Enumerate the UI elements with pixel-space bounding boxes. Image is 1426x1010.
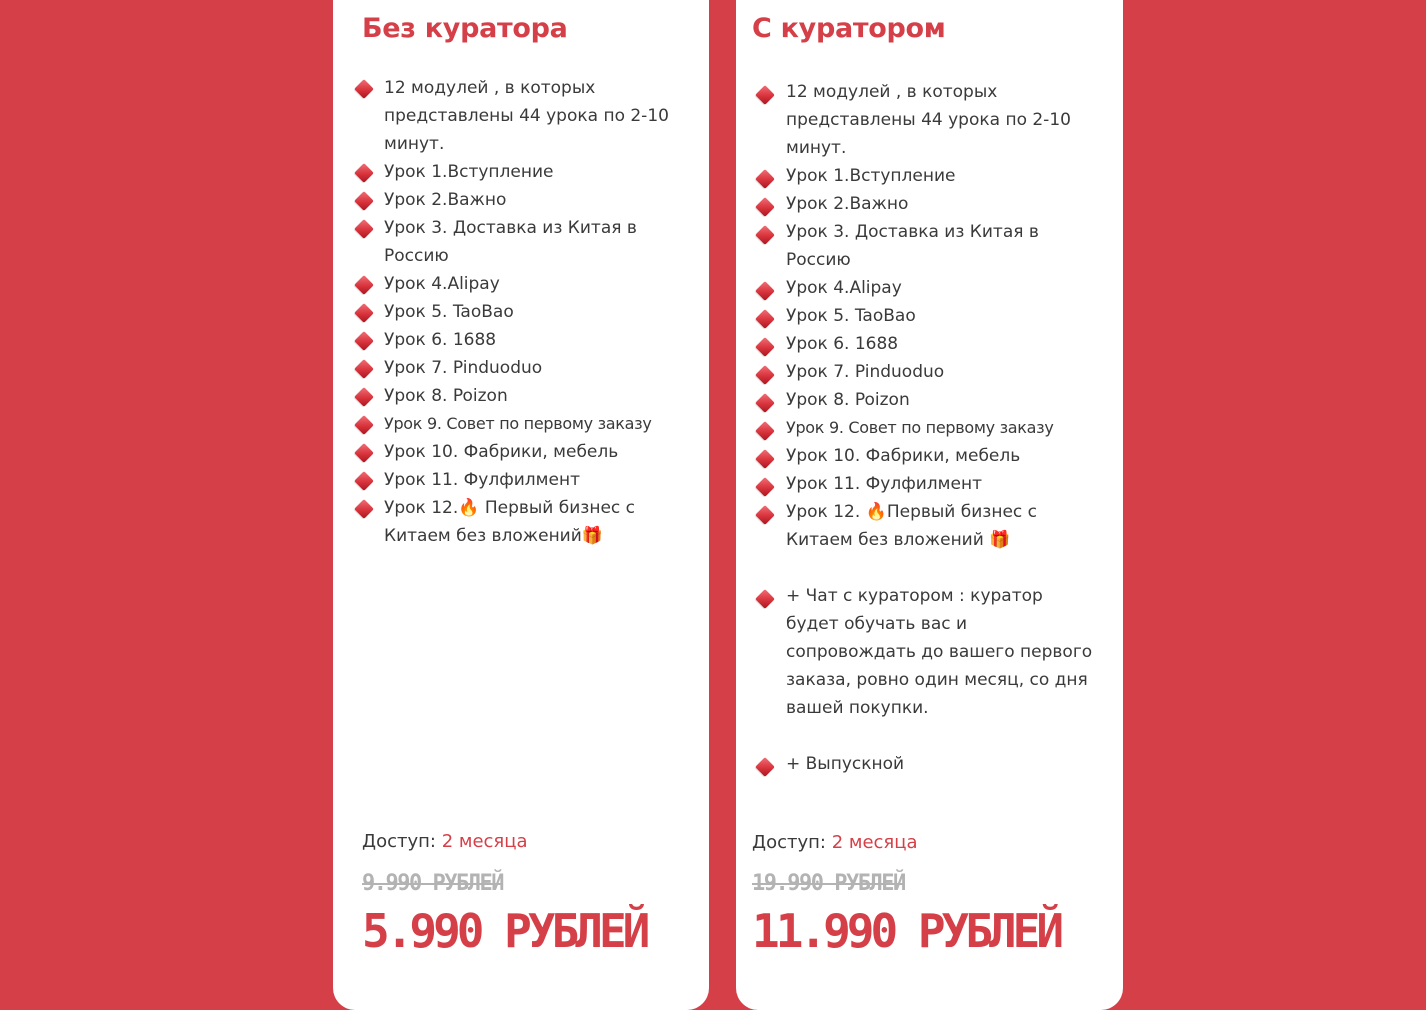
red-diamond-icon [354,79,374,99]
red-diamond-icon [755,281,775,301]
list-item: Урок 3. Доставка из Китая в Россию [736,218,1061,274]
access-value: 2 месяца [831,832,918,853]
red-diamond-icon [755,85,775,105]
list-item: Урок 2.Важно [333,186,680,214]
list-item: Урок 1.Вступление [333,158,680,186]
lesson-list [736,78,1104,778]
red-diamond-icon [354,163,374,183]
red-diamond-icon [354,499,374,519]
access-label: Доступ: [362,831,436,852]
list-item: Урок 8. Poizon [736,386,1082,414]
red-diamond-icon [354,219,374,239]
plan-card-with-curator [736,0,1123,1010]
new-price: 5.990 РУБЛЕЙ [362,904,647,958]
list-item: Урок 9. Совет по первому заказу [333,410,702,438]
plan-title: С куратором [752,13,946,44]
list-item: Урок 12.🔥 Первый бизнес с Китаем без вложений🎁 [333,494,646,550]
list-item: Урок 2.Важно [736,190,1082,218]
red-diamond-icon [755,449,775,469]
list-item: + Чат с куратором : куратор будет обучать вас и сопровождать до вашего первого заказа, ровно один месяц, со дня вашей покупки. [736,582,1096,722]
list-item: Урок 12. 🔥Первый бизнес с Китаем без вложений 🎁 [736,498,1061,554]
list-item: 12 модулей , в которых представлены 44 урока по 2-10 минут. [736,78,1082,162]
red-diamond-icon [354,191,374,211]
old-price: 19.990 РУБЛЕЙ [752,871,905,896]
red-diamond-icon [354,387,374,407]
list-item: Урок 3. Доставка из Китая в Россию [333,214,659,270]
new-price: 11.990 РУБЛЕЙ [752,904,1061,958]
list-item: Урок 11. Фулфилмент [736,470,1082,498]
list-item: Урок 4.Alipay [736,274,1082,302]
access-duration [752,832,918,853]
red-diamond-icon [755,337,775,357]
red-diamond-icon [755,365,775,385]
list-item: Урок 1.Вступление [736,162,1082,190]
list-item: Урок 11. Фулфилмент [333,466,680,494]
list-item: Урок 10. Фабрики, мебель [736,442,1082,470]
red-diamond-icon [755,757,775,777]
access-label: Доступ: [752,832,826,853]
list-item: + Выпускной [736,750,1082,778]
red-diamond-icon [354,303,374,323]
list-item: Урок 10. Фабрики, мебель [333,438,680,466]
list-item: Урок 8. Poizon [333,382,680,410]
list-item: 12 модулей , в которых представлены 44 урока по 2-10 минут. [333,74,680,158]
lesson-list [333,74,702,550]
plan-card-without-curator [333,0,709,1010]
plan-title: Без куратора [362,13,568,44]
access-duration [362,831,528,852]
red-diamond-icon [755,477,775,497]
red-diamond-icon [755,393,775,413]
red-diamond-icon [354,331,374,351]
red-diamond-icon [755,169,775,189]
list-item: Урок 5. TaoBao [736,302,1082,330]
red-diamond-icon [755,421,775,441]
list-item: Урок 6. 1688 [736,330,1082,358]
red-diamond-icon [354,443,374,463]
red-diamond-icon [354,471,374,491]
access-value: 2 месяца [441,831,528,852]
list-item: Урок 9. Совет по первому заказу [736,414,1104,442]
red-diamond-icon [755,589,775,609]
red-diamond-icon [354,275,374,295]
list-item: Урок 7. Pinduoduo [333,354,680,382]
list-item: Урок 6. 1688 [333,326,680,354]
red-diamond-icon [755,309,775,329]
red-diamond-icon [755,505,775,525]
old-price: 9.990 РУБЛЕЙ [362,871,503,896]
red-diamond-icon [755,197,775,217]
red-diamond-icon [354,359,374,379]
list-item: Урок 4.Alipay [333,270,680,298]
red-diamond-icon [354,415,374,435]
list-item: Урок 7. Pinduoduo [736,358,1082,386]
list-item: Урок 5. TaoBao [333,298,680,326]
red-diamond-icon [755,225,775,245]
